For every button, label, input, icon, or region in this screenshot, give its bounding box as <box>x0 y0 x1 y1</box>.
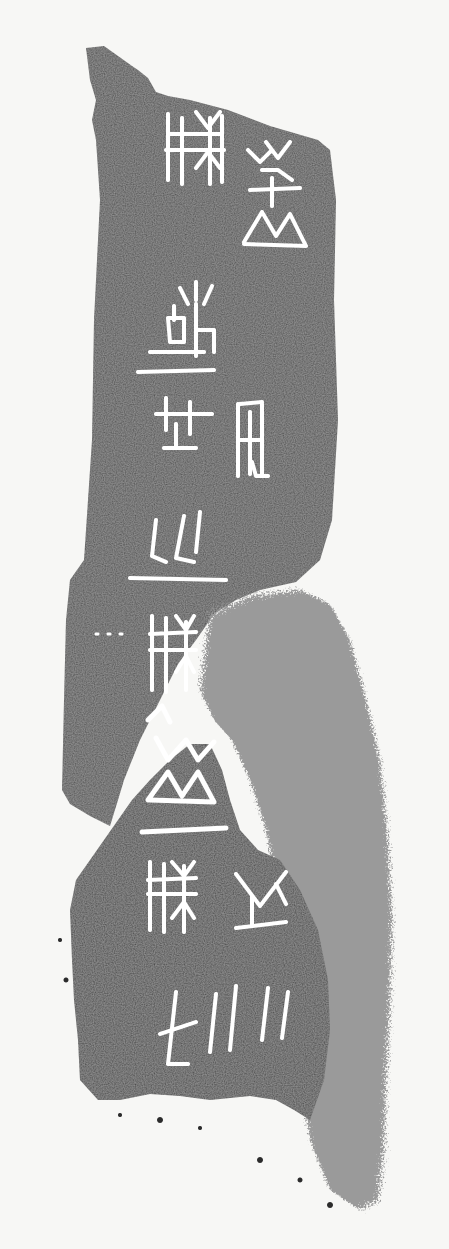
glyph-long-stroke <box>130 578 226 580</box>
glyph-lower-left-stroke <box>138 370 214 372</box>
